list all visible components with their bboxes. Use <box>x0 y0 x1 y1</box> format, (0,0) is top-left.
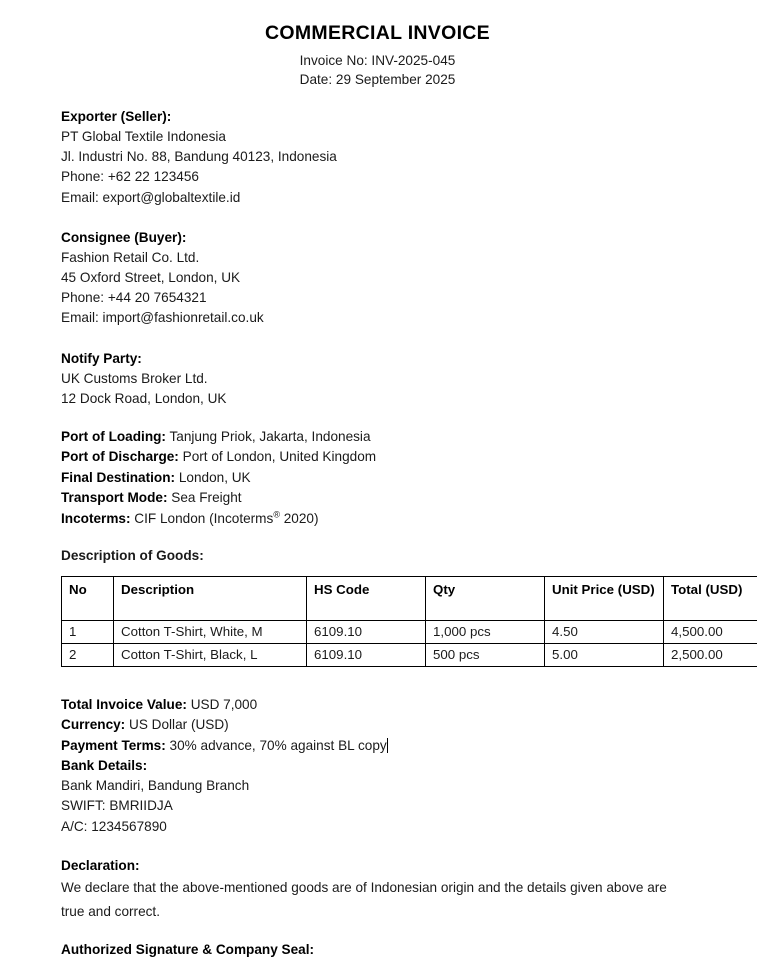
bank-details-heading: Bank Details: <box>61 756 694 776</box>
registered-mark-icon: ® <box>273 509 280 519</box>
declaration-heading: Declaration: <box>61 856 694 876</box>
column-header-unit-price: Unit Price (USD) <box>545 577 664 621</box>
document-body[interactable] <box>61 0 694 957</box>
payment-terms-row[interactable] <box>61 736 694 756</box>
cell-description[interactable]: Cotton T-Shirt, White, M <box>114 621 307 644</box>
cell-total[interactable]: 4,500.00 <box>664 621 757 644</box>
total-invoice-value: USD 7,000 <box>191 697 258 712</box>
exporter-line: Jl. Industri No. 88, Bandung 40123, Indonesia <box>61 147 694 167</box>
cell-unit-price[interactable]: 4.50 <box>545 621 664 644</box>
port-of-discharge-value: Port of London, United Kingdom <box>183 449 376 464</box>
cell-no[interactable]: 1 <box>62 621 114 644</box>
bank-line: Bank Mandiri, Bandung Branch <box>61 776 694 796</box>
port-of-loading-label: Port of Loading: <box>61 429 166 444</box>
goods-table[interactable] <box>61 576 757 667</box>
payment-terms-label: Payment Terms: <box>61 738 166 753</box>
cell-unit-price[interactable]: 5.00 <box>545 644 664 667</box>
cell-no[interactable]: 2 <box>62 644 114 667</box>
exporter-line: Phone: +62 22 123456 <box>61 167 694 187</box>
goods-heading: Description of Goods: <box>61 548 694 563</box>
cell-description[interactable]: Cotton T-Shirt, Black, L <box>114 644 307 667</box>
text-cursor <box>387 738 388 753</box>
notify-party-heading: Notify Party: <box>61 349 694 369</box>
cell-total[interactable]: 2,500.00 <box>664 644 757 667</box>
consignee-line: Phone: +44 20 7654321 <box>61 288 694 308</box>
bank-line: A/C: 1234567890 <box>61 817 694 837</box>
consignee-line: 45 Oxford Street, London, UK <box>61 268 694 288</box>
exporter-line: PT Global Textile Indonesia <box>61 127 694 147</box>
payment-terms-value[interactable]: 30% advance, 70% against BL copy <box>170 738 387 753</box>
incoterms-row <box>61 509 694 529</box>
consignee-heading: Consignee (Buyer): <box>61 228 694 248</box>
cell-hs-code[interactable]: 6109.10 <box>307 644 426 667</box>
shipping-details <box>61 427 694 529</box>
total-invoice-value-label: Total Invoice Value: <box>61 697 187 712</box>
notify-party-line: 12 Dock Road, London, UK <box>61 389 694 409</box>
incoterms-value-prefix: CIF London (Incoterms <box>134 511 273 526</box>
column-header-no: No <box>62 577 114 621</box>
table-header-row <box>62 577 757 621</box>
bank-line: SWIFT: BMRIIDJA <box>61 796 694 816</box>
transport-mode-row <box>61 488 694 508</box>
transport-mode-label: Transport Mode: <box>61 490 168 505</box>
final-destination-row <box>61 468 694 488</box>
incoterms-value-suffix: 2020) <box>280 511 319 526</box>
incoterms-label: Incoterms: <box>61 511 131 526</box>
consignee-line: Fashion Retail Co. Ltd. <box>61 248 694 268</box>
table-row[interactable] <box>62 644 757 667</box>
exporter-heading: Exporter (Seller): <box>61 107 694 127</box>
column-header-qty: Qty <box>426 577 545 621</box>
consignee-line: Email: import@fashionretail.co.uk <box>61 308 694 328</box>
port-of-loading-value: Tanjung Priok, Jakarta, Indonesia <box>170 429 371 444</box>
port-of-loading-row <box>61 427 694 447</box>
transport-mode-value: Sea Freight <box>171 490 241 505</box>
page-title: COMMERCIAL INVOICE <box>61 0 694 45</box>
currency-row <box>61 715 694 735</box>
declaration-body: We declare that the above-mentioned goods are of Indonesian origin and the details given above are true and correct. <box>61 876 694 924</box>
exporter-block <box>61 107 694 208</box>
table-row[interactable] <box>62 621 757 644</box>
cell-qty[interactable]: 500 pcs <box>426 644 545 667</box>
final-destination-value: London, UK <box>179 470 251 485</box>
totals-block <box>61 695 694 837</box>
cell-qty[interactable]: 1,000 pcs <box>426 621 545 644</box>
cell-hs-code[interactable]: 6109.10 <box>307 621 426 644</box>
signature-heading: Authorized Signature & Company Seal: <box>61 942 694 957</box>
invoice-number: Invoice No: INV-2025-045 <box>61 45 694 68</box>
declaration-block <box>61 856 694 957</box>
consignee-block <box>61 228 694 329</box>
port-of-discharge-row <box>61 447 694 467</box>
exporter-line: Email: export@globaltextile.id <box>61 188 694 208</box>
final-destination-label: Final Destination: <box>61 470 175 485</box>
notify-party-block <box>61 349 694 409</box>
notify-party-line: UK Customs Broker Ltd. <box>61 369 694 389</box>
invoice-date: Date: 29 September 2025 <box>61 68 694 87</box>
port-of-discharge-label: Port of Discharge: <box>61 449 179 464</box>
column-header-total: Total (USD) <box>664 577 757 621</box>
currency-label: Currency: <box>61 717 125 732</box>
column-header-description: Description <box>114 577 307 621</box>
column-header-hs-code: HS Code <box>307 577 426 621</box>
currency-value: US Dollar (USD) <box>129 717 229 732</box>
total-invoice-value-row <box>61 695 694 715</box>
